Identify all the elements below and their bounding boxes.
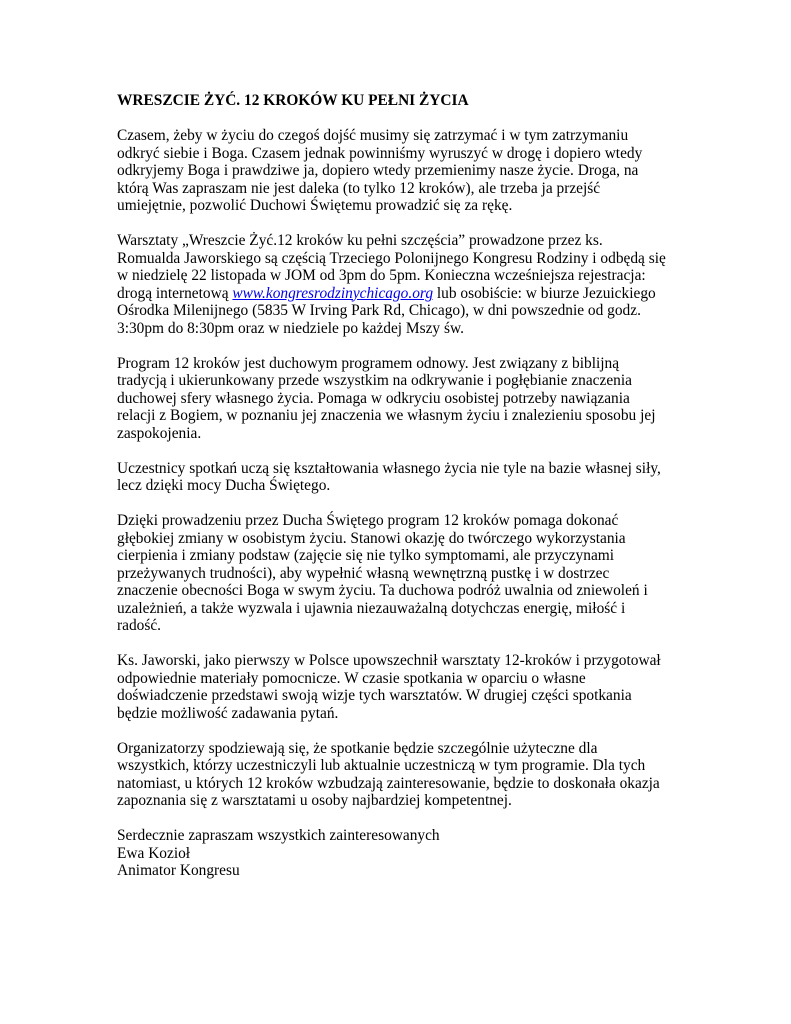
website-link[interactable]: www.kongresrodzinychicago.org (232, 284, 434, 302)
text-line: doświadczenie przedstawi swoją wizje tych warsztatów. W drugiej części spotkania (117, 687, 632, 704)
text-line: uzależnień, a także wyzwala i ujawnia niezauważalną dotychczas energię, miłość i (117, 599, 626, 617)
text-line: lecz dzięki mocy Ducha Świętego. (117, 477, 331, 494)
text-line: Ks. Jaworski, jako pierwszy w Polsce upowszechnił warsztaty 12-kroków i przygotował (117, 652, 661, 669)
text-line: w niedzielę 22 listopada w JOM od 3pm do 5pm. Konieczna wcześniejsza rejestracja: (117, 267, 646, 284)
signature-block (117, 827, 687, 880)
paragraph-intro (117, 127, 687, 215)
text-line: zaspokojenia. (117, 424, 202, 442)
text-line: natomiast, u których 12 kroków wzbudzają zainteresowanie, będzie to doskonała okazja (117, 774, 660, 792)
signature-role: Animator Kongresu (117, 862, 240, 879)
paragraph-organizers (117, 740, 687, 810)
text-line: relacji z Bogiem, w poznaniu jej znaczenia we własnym życiu i znalezieniu sposobu jej (117, 407, 656, 424)
text-line: odkryjemy Boga i prawdziwe ja, dopiero wtedy przemienimy nasze życie. Droga, na (117, 162, 639, 179)
text-line: odkryć siebie i Boga. Czasem jednak powinniśmy wyruszyć w drogę i dopiero wtedy (117, 144, 643, 162)
signature-greeting: Serdecznie zapraszam wszystkich zainteresowanych (117, 827, 440, 844)
paragraph-guidance (117, 512, 687, 635)
text-line: Dzięki prowadzeniu przez Ducha Świętego program 12 kroków pomaga dokonać (117, 512, 619, 529)
text-line: znaczenie obecności Boga w swym życiu. Ta duchowa podróż uwalnia od zniewoleń i (117, 582, 648, 599)
text-line: zapoznania się z warsztatami u osoby najbardziej kompetentnej. (117, 792, 512, 809)
paragraph-participants (117, 460, 687, 495)
text-line: cierpienia i zmiany podstaw (zajęcie się nie tylko symptomami, ale przyczynami (117, 547, 615, 564)
paragraph-workshop (117, 232, 687, 337)
text-line: głębokiej zmiany w osobistym życiu. Stanowi okazję do twórczego wykorzystania (117, 529, 626, 547)
text-line: wszystkich, którzy uczestniczyli lub aktualnie uczestniczą w tym programie. Dla tych (117, 757, 646, 774)
text-line-with-link (117, 285, 687, 303)
link-suffix-text: lub osobiście: w biurze Jezuickiego (433, 284, 656, 302)
paragraph-jaworski (117, 652, 687, 722)
text-line: Warsztaty „Wreszcie Żyć.12 kroków ku pełni szczęścia” prowadzone przez ks. (117, 232, 603, 249)
text-line: 3:30pm do 8:30pm oraz w niedziele po każdej Mszy św. (117, 319, 464, 337)
document-title: WRESZCIE ŻYĆ. 12 KROKÓW KU PEŁNI ŻYCIA (117, 92, 469, 109)
text-line: tradycją i ukierunkowany przede wszystkim na odkrywanie i pogłębianie znaczenia (117, 372, 632, 389)
text-line: Organizatorzy spodziewają się, że spotkanie będzie szczególnie użyteczne dla (117, 739, 598, 757)
text-line: Romualda Jaworskiego są częścią Trzeciego Polonijnego Kongresu Rodziny i odbędą się (117, 249, 666, 267)
text-line: umiejętnie, pozwolić Duchowi Świętemu prowadzić się za rękę. (117, 197, 513, 214)
text-line: Program 12 kroków jest duchowym programem odnowy. Jest związany z biblijną (117, 354, 620, 372)
text-line: Ośrodka Milenijnego (5835 W Irving Park Rd, Chicago), w dni powszednie od godz. (117, 302, 641, 319)
link-prefix-text: drogą internetową (117, 284, 233, 302)
text-line: odpowiednie materiały pomocnicze. W czasie spotkania w oparciu o własne (117, 669, 586, 687)
text-line: Czasem, żeby w życiu do czegoś dojść musimy się zatrzymać i w tym zatrzymaniu (117, 127, 629, 144)
text-line: przeżywanych trudności), aby wypełnić własną wewnętrzną pustkę i w dostrzec (117, 564, 610, 582)
document-page (117, 92, 687, 897)
text-line: radość. (117, 617, 162, 634)
text-line: duchowej sfery własnego życia. Pomaga w odkryciu osobistej potrzeby nawiązania (117, 389, 630, 407)
paragraph-program (117, 355, 687, 443)
text-line: będzie możliwość zadawania pytań. (117, 704, 339, 722)
signature-name: Ewa Kozioł (117, 844, 191, 862)
text-line: którą Was zapraszam nie jest daleka (to tylko 12 kroków), ale trzeba ja przejść (117, 179, 601, 197)
text-line: Uczestnicy spotkań uczą się kształtowania własnego życia nie tyle na bazie własnej siły, (117, 459, 661, 477)
